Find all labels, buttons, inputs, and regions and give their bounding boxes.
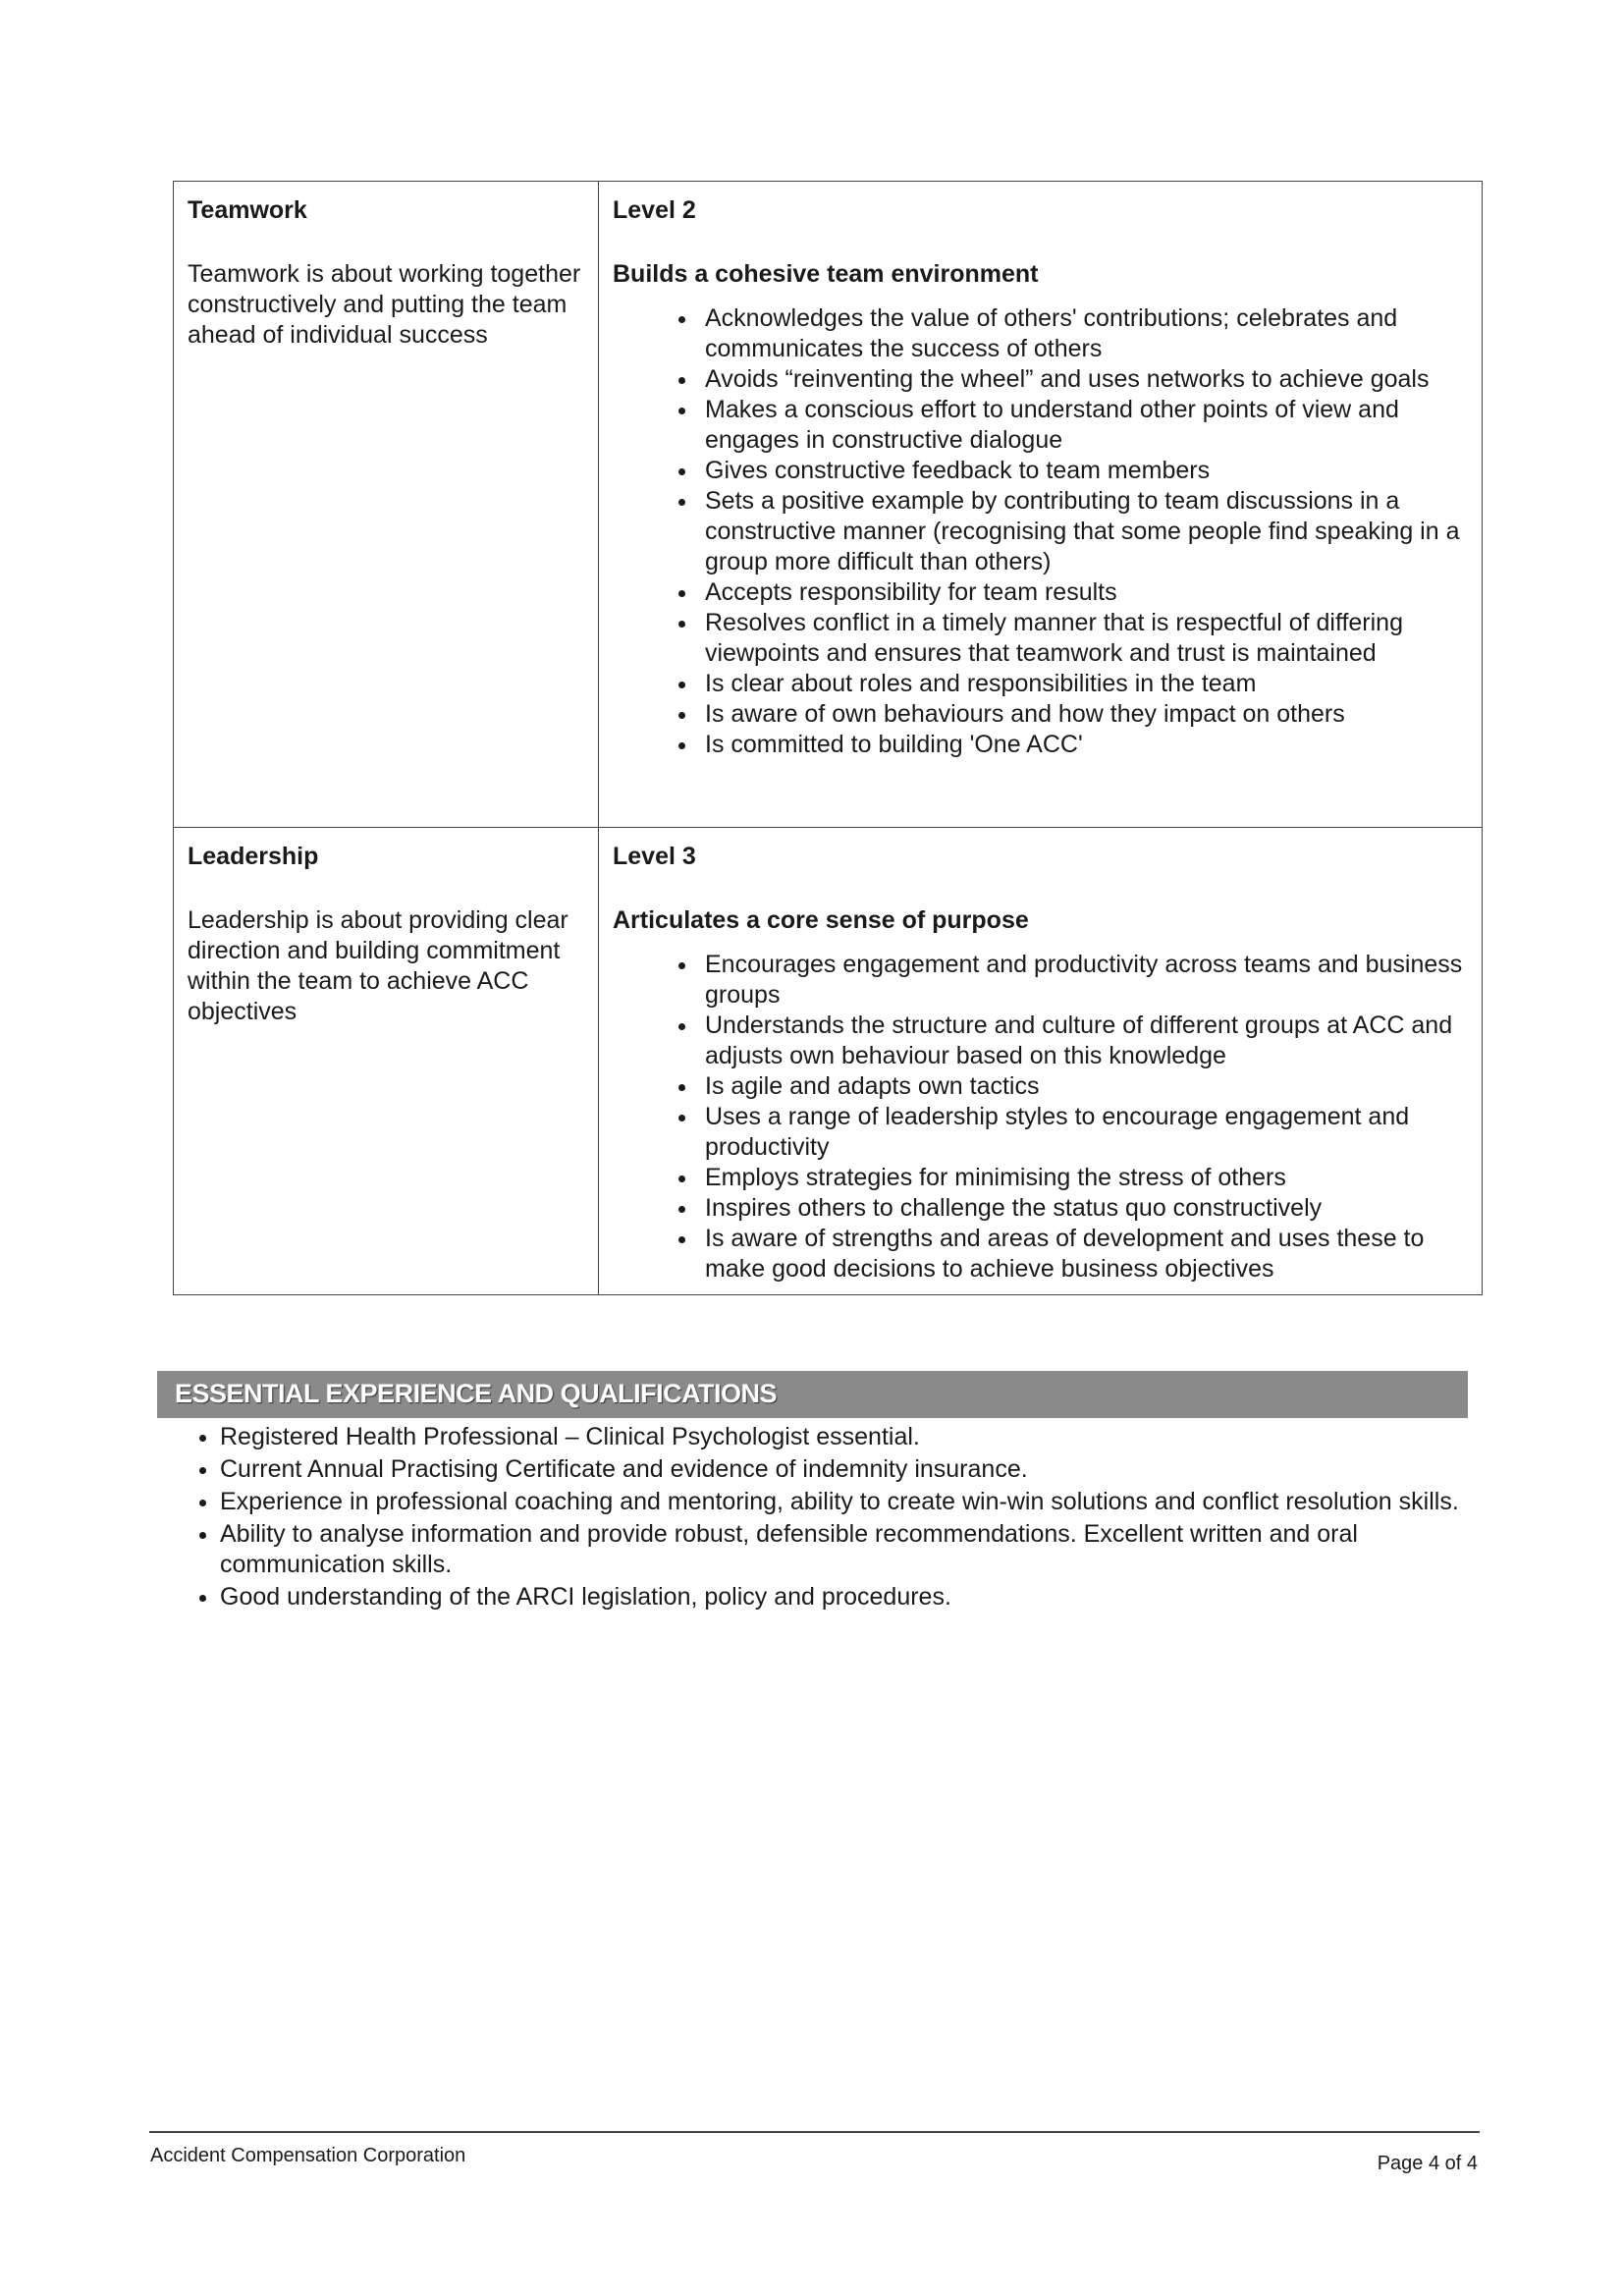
behaviour-list	[613, 950, 1470, 1285]
competency-cell	[174, 182, 599, 828]
level-title: Articulates a core sense of purpose	[613, 906, 1029, 934]
list-item: • Ability to analyse information and provide robust, defensible recommendations. Excellent written and oral communication skills.	[220, 1519, 1481, 1580]
section-header-bar	[157, 1371, 1468, 1418]
competency-name: Teamwork	[188, 196, 307, 224]
list-item: • Sets a positive example by contributing to team discussions in a constructive manner (recognising that some people find speaking in a group more difficult than others)	[699, 486, 1470, 577]
qualifications-section	[165, 1422, 1481, 1614]
list-item: • Is aware of own behaviours and how they impact on others	[699, 699, 1470, 730]
level-cell	[599, 182, 1483, 828]
list-item: • Resolves conflict in a timely manner that is respectful of differing viewpoints and ensures that teamwork and trust is maintained	[699, 608, 1470, 669]
list-item: • Accepts responsibility for team results	[699, 577, 1470, 608]
list-item: • Makes a conscious effort to understand other points of view and engages in constructive dialogue	[699, 395, 1470, 456]
list-item: • Avoids “reinventing the wheel” and uses networks to achieve goals	[699, 364, 1470, 395]
list-item: • Gives constructive feedback to team members	[699, 456, 1470, 486]
list-item: • Is aware of strengths and areas of development and uses these to make good decisions to achieve business objectives	[699, 1224, 1470, 1285]
level-cell	[599, 828, 1483, 1295]
list-item: • Registered Health Professional – Clinical Psychologist essential.	[220, 1422, 1481, 1452]
list-item: • Uses a range of leadership styles to encourage engagement and productivity	[699, 1102, 1470, 1163]
section-heading: ESSENTIAL EXPERIENCE AND QUALIFICATIONS	[175, 1379, 778, 1408]
competency-table	[173, 181, 1483, 1295]
list-item: • Is clear about roles and responsibilities in the team	[699, 669, 1470, 699]
list-item: • Experience in professional coaching and mentoring, ability to create win-win solutions and conflict resolution skills.	[220, 1487, 1481, 1517]
competency-cell	[174, 828, 599, 1295]
footer-organisation: Accident Compensation Corporation	[150, 2145, 466, 2166]
list-item: • Employs strategies for minimising the stress of others	[699, 1163, 1470, 1193]
level-title: Builds a cohesive team environment	[613, 260, 1039, 288]
level-label: Level 2	[613, 196, 696, 224]
competency-row-teamwork	[174, 182, 1483, 828]
list-item: • Is committed to building 'One ACC'	[699, 730, 1470, 760]
list-item: • Understands the structure and culture of different groups at ACC and adjusts own behaviour based on this knowledge	[699, 1011, 1470, 1071]
qualifications-list	[165, 1422, 1481, 1613]
footer-page-number: Page 4 of 4	[1377, 2153, 1478, 2174]
level-label: Level 3	[613, 843, 696, 870]
footer-divider	[149, 2131, 1480, 2133]
behaviour-list	[613, 303, 1470, 760]
competency-description: Teamwork is about working together constructively and putting the team ahead of individual success	[188, 260, 581, 349]
list-item: • Current Annual Practising Certificate and evidence of indemnity insurance.	[220, 1454, 1481, 1485]
list-item: • Is agile and adapts own tactics	[699, 1071, 1470, 1102]
list-item: • Acknowledges the value of others' contributions; celebrates and communicates the success of others	[699, 303, 1470, 364]
list-item: • Inspires others to challenge the status quo constructively	[699, 1193, 1470, 1224]
competency-description: Leadership is about providing clear direction and building commitment within the team to achieve ACC objectives	[188, 906, 568, 1025]
competency-row-leadership	[174, 828, 1483, 1295]
list-item: • Encourages engagement and productivity across teams and business groups	[699, 950, 1470, 1011]
list-item: • Good understanding of the ARCI legislation, policy and procedures.	[220, 1582, 1481, 1613]
competency-name: Leadership	[188, 843, 319, 870]
